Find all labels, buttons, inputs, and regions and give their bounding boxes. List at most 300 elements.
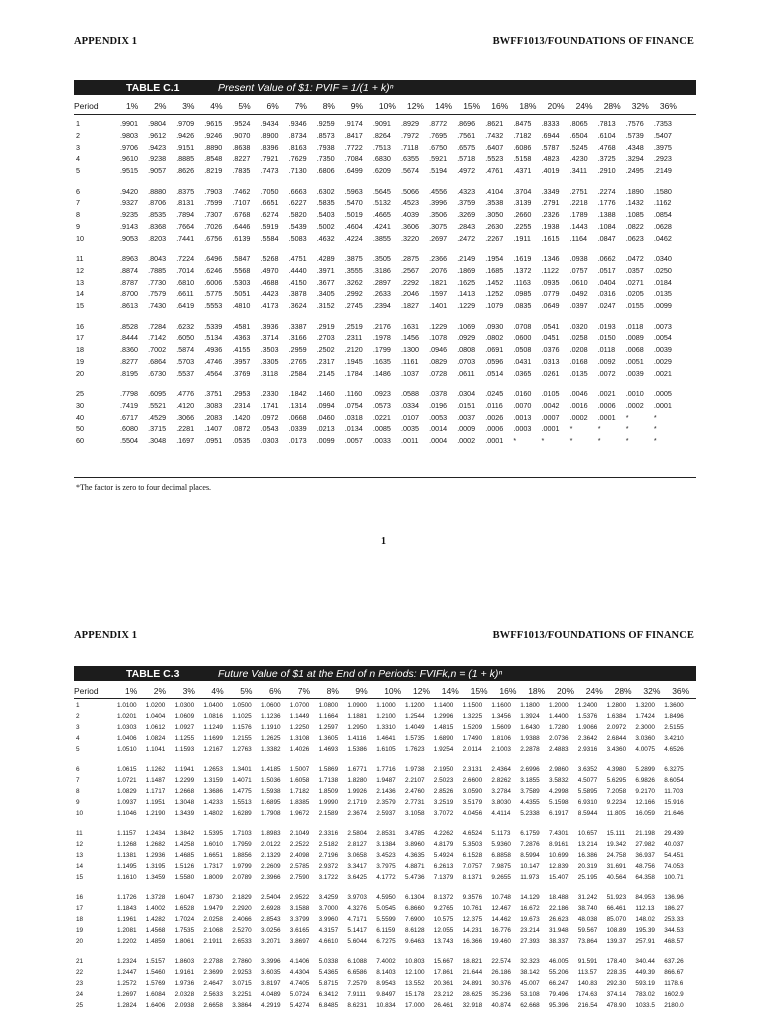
page2-header-right: BWFF1013/FOUNDATIONS OF FINANCE — [492, 630, 694, 641]
table-cell: 22.574 — [491, 958, 511, 965]
table-cell: .0070 — [513, 400, 532, 410]
table-cell: 27.393 — [520, 938, 540, 946]
table-cell: .1456 — [401, 333, 419, 343]
table-cell: 20.361 — [433, 980, 454, 988]
table-cell: 1.8106 — [491, 735, 511, 743]
table-cell: 1.3310 — [376, 724, 396, 732]
table-cell: 1.7280 — [549, 724, 569, 732]
rate-column-header: 18% — [528, 686, 546, 696]
table-cell: 2.0972 — [606, 724, 627, 732]
page2-table-id: TABLE C.3 — [126, 667, 180, 680]
table-cell: 4.3157 — [318, 927, 339, 935]
table-cell: 108.89 — [606, 927, 627, 935]
table-cell: .0037 — [457, 412, 476, 422]
table-cell: .0397 — [569, 301, 588, 311]
table-cell: .1229 — [457, 301, 476, 311]
table-cell: .0611 — [457, 368, 475, 378]
table-cell: 1.2324 — [117, 958, 137, 965]
table-cell: 1.9254 — [433, 746, 454, 754]
table-cell: .5132 — [372, 198, 391, 208]
table-cell: 1.6771 — [347, 766, 367, 773]
table-cell: .4155 — [232, 345, 251, 355]
table-cell: .0089 — [625, 333, 644, 343]
table-cell: .8696 — [457, 119, 476, 128]
table-cell: 2.9253 — [232, 969, 252, 977]
table-cell: .1635 — [372, 356, 391, 366]
table-cell: .2311 — [344, 333, 363, 343]
table-cell: .1580 — [653, 186, 672, 196]
table-cell: 1.9479 — [203, 905, 223, 913]
table-cell: .6209 — [372, 166, 391, 176]
table-cell: 12.055 — [433, 927, 454, 935]
table-cell: 3.6425 — [347, 874, 367, 882]
table-cell: .0339 — [288, 424, 307, 434]
table-cell: 2.5023 — [433, 777, 454, 785]
table-cell: .9709 — [176, 119, 195, 128]
table-cell: 593.19 — [635, 980, 655, 988]
table-cell: .6095 — [148, 389, 167, 398]
table-cell: 5.1598 — [549, 799, 569, 807]
table-cell: 6.2613 — [433, 863, 454, 871]
table-cell: 4.0489 — [261, 991, 281, 999]
table-cell: .0835 — [513, 301, 532, 311]
table-cell: .6651 — [260, 198, 279, 208]
table-cell: .4761 — [485, 166, 504, 176]
table-cell: 1.0300 — [174, 702, 195, 709]
table-cell: 1.1268 — [117, 841, 137, 849]
table-cell: .8880 — [148, 186, 167, 196]
table-cell: 2.6600 — [462, 777, 483, 785]
table-cell: .0596 — [485, 356, 504, 366]
table-cell: .2330 — [260, 389, 279, 398]
table-cell: 10.761 — [462, 905, 483, 913]
table-cell: 3.2519 — [433, 799, 454, 807]
table-cell: .7722 — [344, 142, 363, 152]
period-column-header: Period — [74, 686, 99, 696]
table-cell: .4150 — [288, 277, 307, 287]
table-cell: 1.7024 — [174, 916, 195, 924]
table-cell: .8638 — [232, 142, 251, 152]
table-cell: .0541 — [541, 321, 560, 331]
table-cell: 30.376 — [491, 980, 511, 988]
table-cell: 54.451 — [664, 852, 684, 860]
page1-table-id: TABLE C.1 — [126, 81, 180, 94]
table-cell: .0829 — [429, 356, 448, 366]
table-cell: 12.375 — [462, 916, 483, 924]
table-cell: 1.0406 — [117, 735, 137, 743]
table-cell: 113.57 — [577, 969, 597, 977]
table-cell: .3704 — [513, 186, 532, 196]
table-cell: .7938 — [316, 142, 335, 152]
table-cell: .1890 — [625, 186, 644, 196]
page1-header-rule — [74, 114, 696, 115]
table-cell: 1.1400 — [433, 702, 454, 709]
table-cell: .0196 — [429, 400, 448, 410]
table-cell: .0808 — [457, 345, 476, 355]
table-cell: 2.2107 — [405, 777, 425, 785]
table-cell: 1.4400 — [549, 713, 569, 721]
table-cell: .0316 — [597, 289, 616, 299]
table-cell: .1619 — [513, 254, 532, 263]
table-cell: 2.8262 — [491, 777, 511, 785]
table-cell: .9246 — [204, 130, 223, 140]
table-row-period: 11 — [76, 830, 83, 837]
table-cell: .0340 — [653, 254, 672, 263]
table-cell: 6.3412 — [318, 991, 339, 999]
table-cell: .0508 — [513, 345, 532, 355]
table-cell: 9.6463 — [405, 938, 425, 946]
table-cell: .0708 — [513, 321, 532, 331]
table-cell: * — [625, 424, 629, 434]
table-row-period: 60 — [76, 436, 84, 446]
table-cell: 8.9161 — [549, 841, 569, 849]
table-cell: 1.2936 — [145, 852, 166, 860]
table-cell: 1.2155 — [232, 735, 252, 743]
table-cell: 1.0816 — [203, 713, 223, 721]
table-cell: .1625 — [457, 277, 476, 287]
table-cell: .2791 — [541, 198, 560, 208]
table-cell: .3152 — [316, 301, 335, 311]
table-cell: 1.2100 — [376, 713, 396, 721]
table-cell: 1.1500 — [462, 702, 483, 709]
table-cell: 1.2081 — [117, 927, 137, 935]
table-cell: .7695 — [429, 130, 448, 140]
table-cell: .3996 — [429, 198, 448, 208]
table-cell: 64.358 — [635, 874, 655, 882]
table-cell: * — [569, 436, 573, 446]
table-row-period: 3 — [76, 724, 80, 732]
table-cell: .4556 — [429, 186, 448, 196]
table-cell: 3.5832 — [549, 777, 569, 785]
table-row-period: 1 — [76, 702, 80, 709]
table-cell: 1.1910 — [261, 724, 281, 732]
table-cell: 374.14 — [606, 991, 627, 999]
page1-header-left: APPENDIX 1 — [74, 36, 138, 47]
table-cell: .5339 — [204, 321, 223, 331]
table-cell: .0016 — [569, 400, 588, 410]
table-cell: 2.6996 — [520, 766, 540, 773]
table-cell: .2660 — [513, 210, 532, 220]
table-cell: .0946 — [429, 345, 448, 355]
table-cell: 478.90 — [606, 1002, 627, 1010]
table-cell: .1452 — [485, 277, 504, 287]
table-cell: 23.214 — [520, 927, 540, 935]
table-cell: .0213 — [316, 424, 335, 434]
table-cell: 5.4274 — [289, 1002, 310, 1010]
table-cell: 2.4883 — [549, 746, 569, 754]
table-cell: 38.337 — [549, 938, 569, 946]
table-cell: 14.231 — [462, 927, 483, 935]
table-cell: .9235 — [120, 210, 138, 220]
table-cell: .0221 — [372, 412, 391, 422]
rate-column-header: 5% — [238, 101, 251, 111]
table-cell: .3751 — [204, 389, 223, 398]
table-cell: .8264 — [372, 130, 391, 140]
table-cell: .3139 — [513, 198, 532, 208]
table-cell: .6830 — [372, 154, 391, 164]
table-cell: 1.5869 — [318, 766, 339, 773]
table-cell: 17.000 — [405, 1002, 425, 1010]
table-cell: .8787 — [120, 277, 138, 287]
table-cell: 1.1046 — [117, 810, 137, 818]
table-row-period: 14 — [76, 289, 84, 299]
table-cell: 2.4760 — [405, 788, 425, 796]
table-cell: 1.0700 — [289, 702, 310, 709]
table-cell: 1.0201 — [117, 713, 137, 721]
table-cell: .7014 — [176, 265, 195, 275]
table-cell: 3.9703 — [347, 894, 367, 901]
table-cell: 3.2784 — [491, 788, 511, 796]
table-cell: 5.0724 — [289, 991, 310, 999]
table-cell: 48.756 — [635, 863, 655, 871]
table-cell: 1.4859 — [145, 938, 166, 946]
table-cell: .6104 — [597, 130, 616, 140]
table-cell: 1.1717 — [145, 788, 166, 796]
table-cell: 18.488 — [549, 894, 569, 901]
table-cell: .0021 — [597, 389, 616, 398]
table-row-period: 15 — [76, 874, 84, 882]
rate-column-header: 6% — [269, 686, 282, 696]
table-cell: .3048 — [148, 436, 167, 446]
table-cell: 7.6900 — [405, 916, 425, 924]
page2-table-title: Future Value of $1 at the End of n Periods: FVIFk,n = (1 + k)ⁿ — [218, 667, 503, 680]
table-cell: .5439 — [288, 221, 307, 231]
table-cell: 1.8280 — [347, 777, 367, 785]
table-cell: 1.4568 — [145, 927, 166, 935]
table-cell: .1799 — [372, 345, 391, 355]
table-cell: 62.668 — [520, 1002, 540, 1010]
table-cell: 1.3401 — [232, 766, 252, 773]
table-cell: .0002 — [457, 436, 476, 446]
table-cell: 15.916 — [664, 799, 684, 807]
table-cell: .2765 — [288, 356, 307, 366]
table-cell: 11.805 — [606, 810, 626, 818]
table-row-period: 7 — [76, 198, 80, 208]
table-cell: 1.6105 — [376, 746, 396, 754]
table-cell: .5645 — [372, 186, 391, 196]
table-cell: 2.4647 — [203, 980, 223, 988]
table-cell: .1486 — [372, 368, 391, 378]
table-cell: .8131 — [176, 198, 195, 208]
table-cell: 3.1058 — [405, 810, 425, 818]
table-cell: .0938 — [569, 254, 588, 263]
table-cell: .0035 — [401, 424, 419, 434]
table-cell: 1.2653 — [203, 766, 223, 773]
table-cell: .8772 — [429, 119, 448, 128]
rate-column-header: 32% — [643, 686, 661, 696]
table-cell: 1.7623 — [405, 746, 425, 754]
table-cell: 2.5804 — [347, 830, 367, 837]
table-cell: .8535 — [148, 210, 167, 220]
table-cell: 1.4116 — [347, 735, 367, 743]
table-cell: 3.1384 — [376, 841, 396, 849]
table-cell: 1.8730 — [203, 894, 223, 901]
table-cell: 3.0715 — [232, 980, 252, 988]
table-cell: .2218 — [569, 198, 588, 208]
table-cell: 12.467 — [491, 905, 511, 913]
table-cell: .8706 — [148, 198, 167, 208]
table-cell: 1.8603 — [174, 958, 195, 965]
table-cell: .7430 — [148, 301, 167, 311]
table-cell: .0184 — [653, 277, 672, 287]
table-cell: 2.3316 — [318, 830, 339, 837]
table-cell: .0258 — [569, 333, 588, 343]
table-cell: 24.758 — [606, 852, 627, 860]
table-cell: 1.2202 — [117, 938, 137, 946]
table-cell: .9804 — [148, 119, 167, 128]
table-cell: .0208 — [569, 345, 588, 355]
table-cell: .9420 — [120, 186, 138, 196]
table-cell: 1.2447 — [117, 969, 137, 977]
table-cell: .6768 — [232, 210, 251, 220]
table-cell: 3.9960 — [318, 916, 339, 924]
table-cell: 1033.5 — [635, 1002, 655, 1010]
table-cell: .7284 — [148, 321, 167, 331]
table-row-period: 25 — [76, 1002, 84, 1010]
table-cell: .1164 — [569, 233, 588, 243]
table-cell: 2.1719 — [347, 799, 367, 807]
table-cell: 36.937 — [635, 852, 655, 860]
table-cell: .3387 — [288, 321, 307, 331]
table-cell: .3875 — [344, 254, 363, 263]
table-cell: 5.6044 — [347, 938, 367, 946]
table-cell: .0054 — [653, 333, 672, 343]
table-cell: 4.4304 — [289, 969, 310, 977]
table-cell: .0135 — [653, 289, 672, 299]
table-cell: .1079 — [485, 301, 504, 311]
table-row-period: 13 — [76, 852, 84, 860]
table-row-period: 17 — [76, 905, 84, 913]
table-cell: 45.007 — [520, 980, 540, 988]
table-cell: .0935 — [541, 277, 560, 287]
table-cell: 1602.9 — [664, 991, 684, 999]
table-cell: .1954 — [485, 254, 504, 263]
table-cell: 2.0736 — [549, 735, 569, 743]
table-cell: 14.462 — [491, 916, 511, 924]
table-cell: 16.059 — [635, 810, 655, 818]
table-cell: .7441 — [176, 233, 195, 243]
table-cell: 2.1911 — [203, 938, 223, 946]
table-cell: .3166 — [288, 333, 307, 343]
table-cell: 4.7171 — [347, 916, 367, 924]
table-cell: 1.3459 — [145, 874, 166, 882]
table-cell: 2.4098 — [289, 852, 310, 860]
table-cell: 1.8856 — [232, 852, 252, 860]
table-cell: 1.7424 — [635, 713, 655, 721]
table-cell: 26.461 — [433, 1002, 454, 1010]
table-cell: .4751 — [288, 254, 307, 263]
table-cell: .0116 — [485, 400, 503, 410]
rate-column-header: 1% — [125, 686, 138, 696]
table-cell: * — [653, 436, 657, 446]
table-cell: .0051 — [625, 356, 644, 366]
table-cell: 1.2400 — [577, 702, 598, 709]
table-cell: 85.070 — [606, 916, 627, 924]
table-row-period: 30 — [76, 400, 84, 410]
table-cell: .4348 — [625, 142, 644, 152]
table-cell: 1.0500 — [232, 702, 252, 709]
table-cell: .0193 — [597, 321, 616, 331]
table-row-period: 5 — [76, 166, 80, 176]
table-cell: .5553 — [204, 301, 223, 311]
table-cell: .9091 — [372, 119, 391, 128]
table-cell: .2495 — [625, 166, 644, 176]
table-cell: 7.2876 — [520, 841, 540, 849]
table-cell: 1.5580 — [174, 874, 195, 882]
table-cell: .1037 — [401, 368, 419, 378]
table-cell: * — [625, 436, 629, 446]
table-row-period: 2 — [76, 713, 80, 721]
table-cell: 178.40 — [606, 958, 627, 965]
table-cell: .8417 — [344, 130, 363, 140]
rate-column-header: 8% — [326, 686, 339, 696]
table-cell: .0073 — [653, 321, 672, 331]
table-cell: .1443 — [569, 221, 588, 231]
table-cell: .7813 — [597, 119, 616, 128]
table-cell: .3506 — [429, 210, 448, 220]
table-cell: 1.0303 — [117, 724, 137, 732]
table-cell: 3.7072 — [433, 810, 454, 818]
table-cell: 1.1495 — [117, 863, 137, 871]
table-cell: 13.214 — [577, 841, 598, 849]
table-cell: .1346 — [541, 254, 560, 263]
table-cell: .0001 — [541, 424, 560, 434]
table-cell: .3349 — [541, 186, 560, 196]
rate-column-header: 2% — [154, 101, 167, 111]
table-cell: .7599 — [204, 198, 223, 208]
table-cell: .1938 — [541, 221, 560, 231]
page1-footnote: *The factor is zero to four decimal places. — [76, 483, 212, 492]
table-cell: 12.100 — [405, 969, 425, 977]
table-cell: 100.71 — [664, 874, 684, 882]
table-cell: .6246 — [204, 265, 223, 275]
table-cell: 1.0927 — [174, 724, 195, 732]
table-cell: 1.9066 — [577, 724, 598, 732]
table-cell: .6575 — [457, 142, 476, 152]
table-cell: 5.3503 — [462, 841, 483, 849]
table-cell: .0662 — [597, 254, 616, 263]
table-cell: .0517 — [597, 265, 616, 275]
table-cell: .7026 — [204, 221, 223, 231]
table-cell: 3.5179 — [462, 799, 483, 807]
table-cell: 1.0800 — [318, 702, 339, 709]
table-cell: 1.1000 — [376, 702, 396, 709]
table-cell: .4230 — [569, 154, 588, 164]
table-cell: 1.4002 — [145, 905, 166, 913]
table-cell: .0057 — [344, 436, 363, 446]
table-cell: .0872 — [232, 424, 251, 434]
table-cell: .8874 — [120, 265, 138, 275]
table-cell: 40.037 — [664, 841, 684, 849]
table-cell: .0042 — [541, 400, 560, 410]
table-cell: .4632 — [316, 233, 335, 243]
table-cell: .3769 — [232, 368, 251, 378]
table-cell: 40.874 — [491, 1002, 511, 1010]
table-cell: .0972 — [260, 412, 279, 422]
table-cell: 1.1381 — [117, 852, 137, 860]
table-cell: 2.6928 — [261, 905, 281, 913]
table-cell: 1.3159 — [203, 777, 223, 785]
table-cell: .4823 — [541, 154, 560, 164]
table-cell: .6717 — [120, 412, 138, 422]
table-cell: 1.4685 — [174, 852, 195, 860]
table-cell: .4746 — [204, 356, 223, 366]
table-cell: .3538 — [485, 198, 504, 208]
table-cell: 18.821 — [462, 958, 483, 965]
table-cell: .8043 — [148, 254, 167, 263]
table-cell: 8.9543 — [376, 980, 396, 988]
table-cell: .1162 — [653, 198, 672, 208]
